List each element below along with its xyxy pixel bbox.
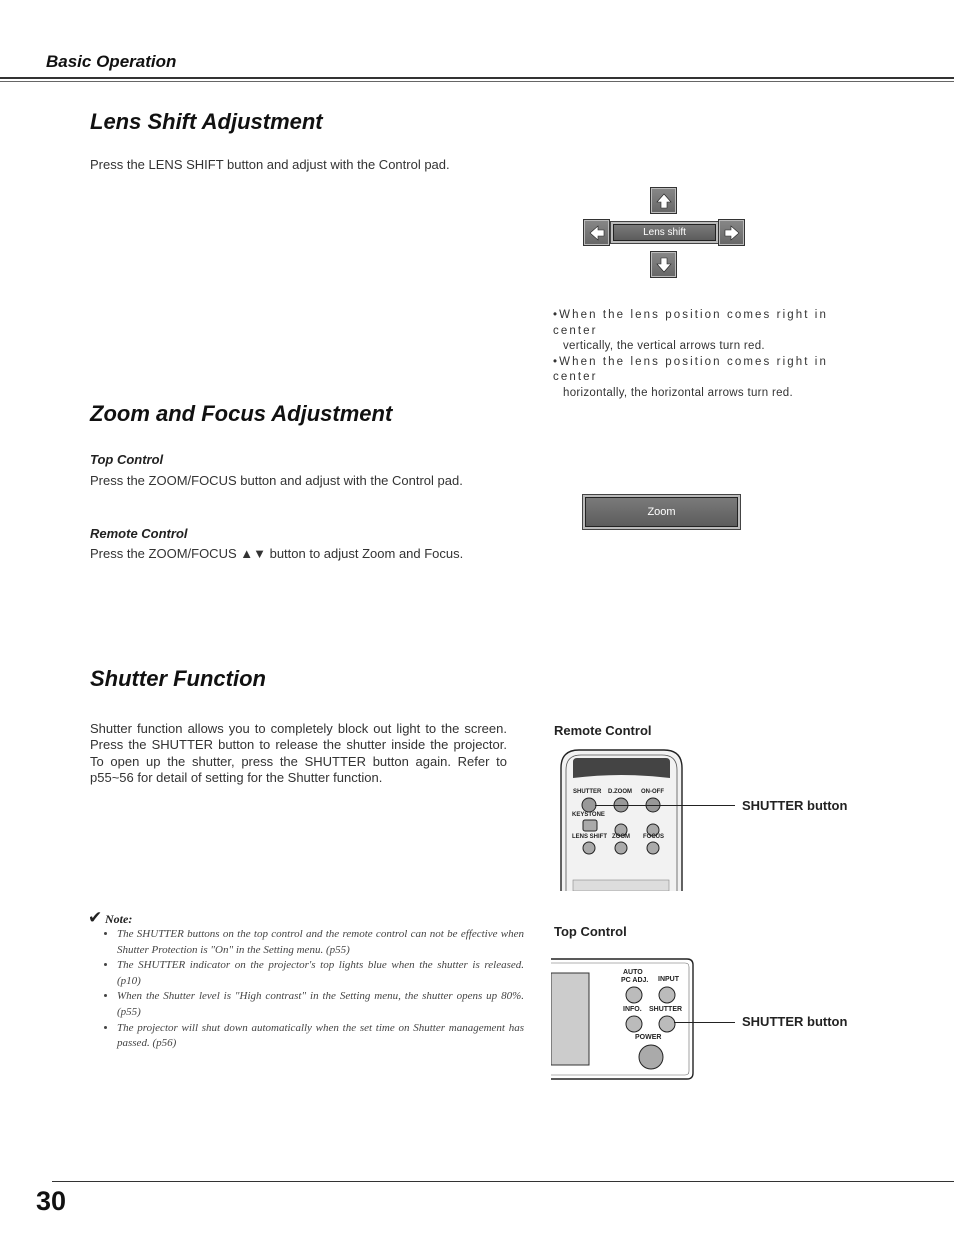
top-control-heading: Top Control — [90, 452, 164, 467]
bullet-1-line-1: •When the lens position comes right in center — [553, 309, 828, 337]
bullet-2-line-2: horizontally, the horizontal arrows turn red. — [563, 386, 793, 399]
header-rule — [0, 77, 954, 79]
bullet-2-line-1: •When the lens position comes right in center — [553, 355, 828, 383]
top-callout-line — [674, 1022, 735, 1023]
note-item: • The projector will shut down automatically when the set time on Shutter management has passed. (p56) — [117, 1021, 524, 1052]
remote-dzoom-label: D.ZOOM — [608, 789, 632, 795]
lens-shift-osd-label: Lens shift — [613, 224, 716, 241]
remote-focus-label: FOCUS — [643, 834, 664, 840]
shutter-description: Shutter function allows you to completely block out light to the screen. Press the SHUTTER button to release the shutter inside the projector. To open up the shutter, press the SHUTTER button again. Refer to p55~56 for detail of setting for the Shutter function. — [90, 721, 507, 785]
remote-control-illustration — [559, 748, 684, 891]
zoom-focus-title: Zoom and Focus Adjustment — [90, 401, 393, 426]
page-number: 30 — [36, 1186, 67, 1216]
arrow-up-icon — [650, 187, 677, 214]
note-item: • The SHUTTER buttons on the top control and the remote control can not be effective when Shutter Protection is "On" in the Setting menu. (p55) — [117, 927, 524, 958]
note-item: • The SHUTTER indicator on the projector's top lights blue when the shutter is released. (p10) — [117, 958, 524, 989]
top-control-illustration — [551, 957, 695, 1081]
top-pcadj-label: PC ADJ. — [621, 977, 649, 984]
remote-zoom-label: ZOOM — [612, 834, 630, 840]
shutter-title: Shutter Function — [90, 666, 266, 691]
zoom-osd-label: Zoom — [585, 497, 738, 527]
note-list — [101, 927, 524, 1052]
lens-shift-notes — [553, 308, 873, 401]
lens-shift-instruction: Press the LENS SHIFT button and adjust with the Control pad. — [90, 157, 450, 172]
remote-shutter-label: SHUTTER — [573, 789, 602, 795]
top-input-label: INPUT — [658, 976, 679, 983]
remote-lensshift-label: LENS SHIFT — [572, 834, 608, 840]
remote-control-text: Press the ZOOM/FOCUS ▲▼ button to adjust Zoom and Focus. — [90, 546, 464, 561]
top-power-label: POWER — [635, 1034, 662, 1041]
lens-shift-title: Lens Shift Adjustment — [90, 109, 323, 134]
top-control-text: Press the ZOOM/FOCUS button and adjust with the Control pad. — [90, 473, 463, 488]
arrow-right-icon — [718, 219, 745, 246]
arrow-down-icon — [650, 251, 677, 278]
arrow-left-icon — [583, 219, 610, 246]
top-auto-label: AUTO — [623, 969, 643, 976]
check-icon: ✔ — [88, 908, 103, 927]
section-title: Basic Operation — [46, 52, 177, 71]
lens-shift-osd — [582, 186, 745, 278]
remote-control-label: Remote Control — [554, 723, 652, 738]
remote-control-heading: Remote Control — [90, 526, 188, 541]
top-shutter-callout: SHUTTER button — [742, 1014, 848, 1029]
top-shutter-label: SHUTTER — [649, 1006, 683, 1013]
top-control-label: Top Control — [554, 924, 627, 939]
note-item: • When the Shutter level is "High contrast" in the Setting menu, the shutter opens up 80%. (p55) — [117, 989, 524, 1020]
remote-onoff-label: ON-OFF — [641, 789, 664, 795]
remote-shutter-callout: SHUTTER button — [742, 798, 848, 813]
header-rule-thin — [0, 81, 954, 82]
bullet-1-line-2: vertically, the vertical arrows turn red. — [563, 340, 765, 352]
footer-rule — [52, 1181, 954, 1182]
remote-callout-line — [595, 805, 735, 806]
remote-keystone-label: KEYSTONE — [572, 812, 605, 818]
note-heading: Note: — [105, 912, 133, 926]
top-info-label: INFO. — [623, 1006, 642, 1013]
